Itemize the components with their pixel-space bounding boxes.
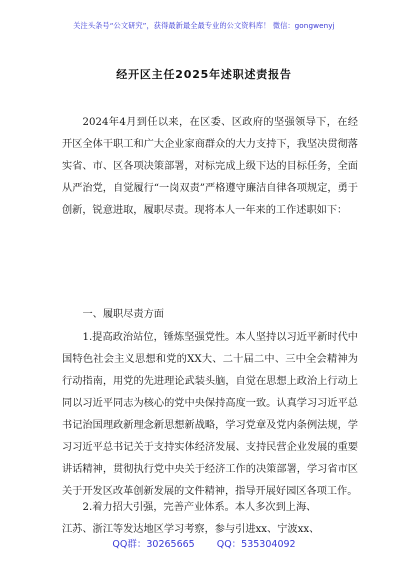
section-heading: [62, 304, 358, 326]
paragraph-item2-line2-text: 江苏、浙江等发达地区学习考察，参与引进xx、宁波xx、: [62, 524, 320, 535]
section-heading-text: 一、履职尽责方面: [82, 309, 164, 320]
paragraph-item1-text: 1.提高政治站位，锤炼坚强党性。本人坚持以习近平新时代中国特色社会主义思想和党的XX大、二十届二中、三中全会精神为行动指南，用党的先进理论武装头脑，自觉在思想上政治上行动上同以习近平同志为核心的党中央保持高度一致。认真学习习近平总书记治国理政新理念新思想新战略，学习党章及党内条例法规，学习习近平总书记关于支持实体经济发展、支持民营企业发展的重要讲话精神，贯彻执行党中央关于经济工作的决策部署，学习省市区关于开发区改革创新发展的文件精神，指导开展好园区各项工作。: [62, 332, 358, 497]
document-title: 经开区主任2025年述职述责报告: [116, 68, 292, 81]
body-paragraph-intro: [62, 112, 358, 222]
body-paragraph-item2-line1: [62, 497, 358, 519]
header-promo-text: 关注头条号“公文研究”，获得最新最全最专业的公文资料库！ 微信：gongwenyj: [73, 21, 335, 30]
footer-qq-group: QQ群：30265665: [112, 539, 195, 550]
body-paragraph-item1: [62, 327, 358, 503]
paragraph-item2-line1-text: 2.着力招大引强，完善产业体系。本人多次到上海、: [82, 502, 317, 513]
footer-contact: [0, 536, 408, 550]
paragraph-intro-text: 2024年4月到任以来，在区委、区政府的坚强领导下，在经开区全体干职工和广大企业家商群众的大力支持下，我坚决贯彻落实省、市、区各项决策部署，对标完成上级下达的目标任务，全面从严治党，自觉履行“一岗双责”严格遵守廉洁自律各项规定，勇于创新，锐意进取，履职尽责。现将本人一年来的工作述职如下：: [62, 117, 358, 216]
footer-qq: QQ：535304092: [216, 539, 296, 550]
